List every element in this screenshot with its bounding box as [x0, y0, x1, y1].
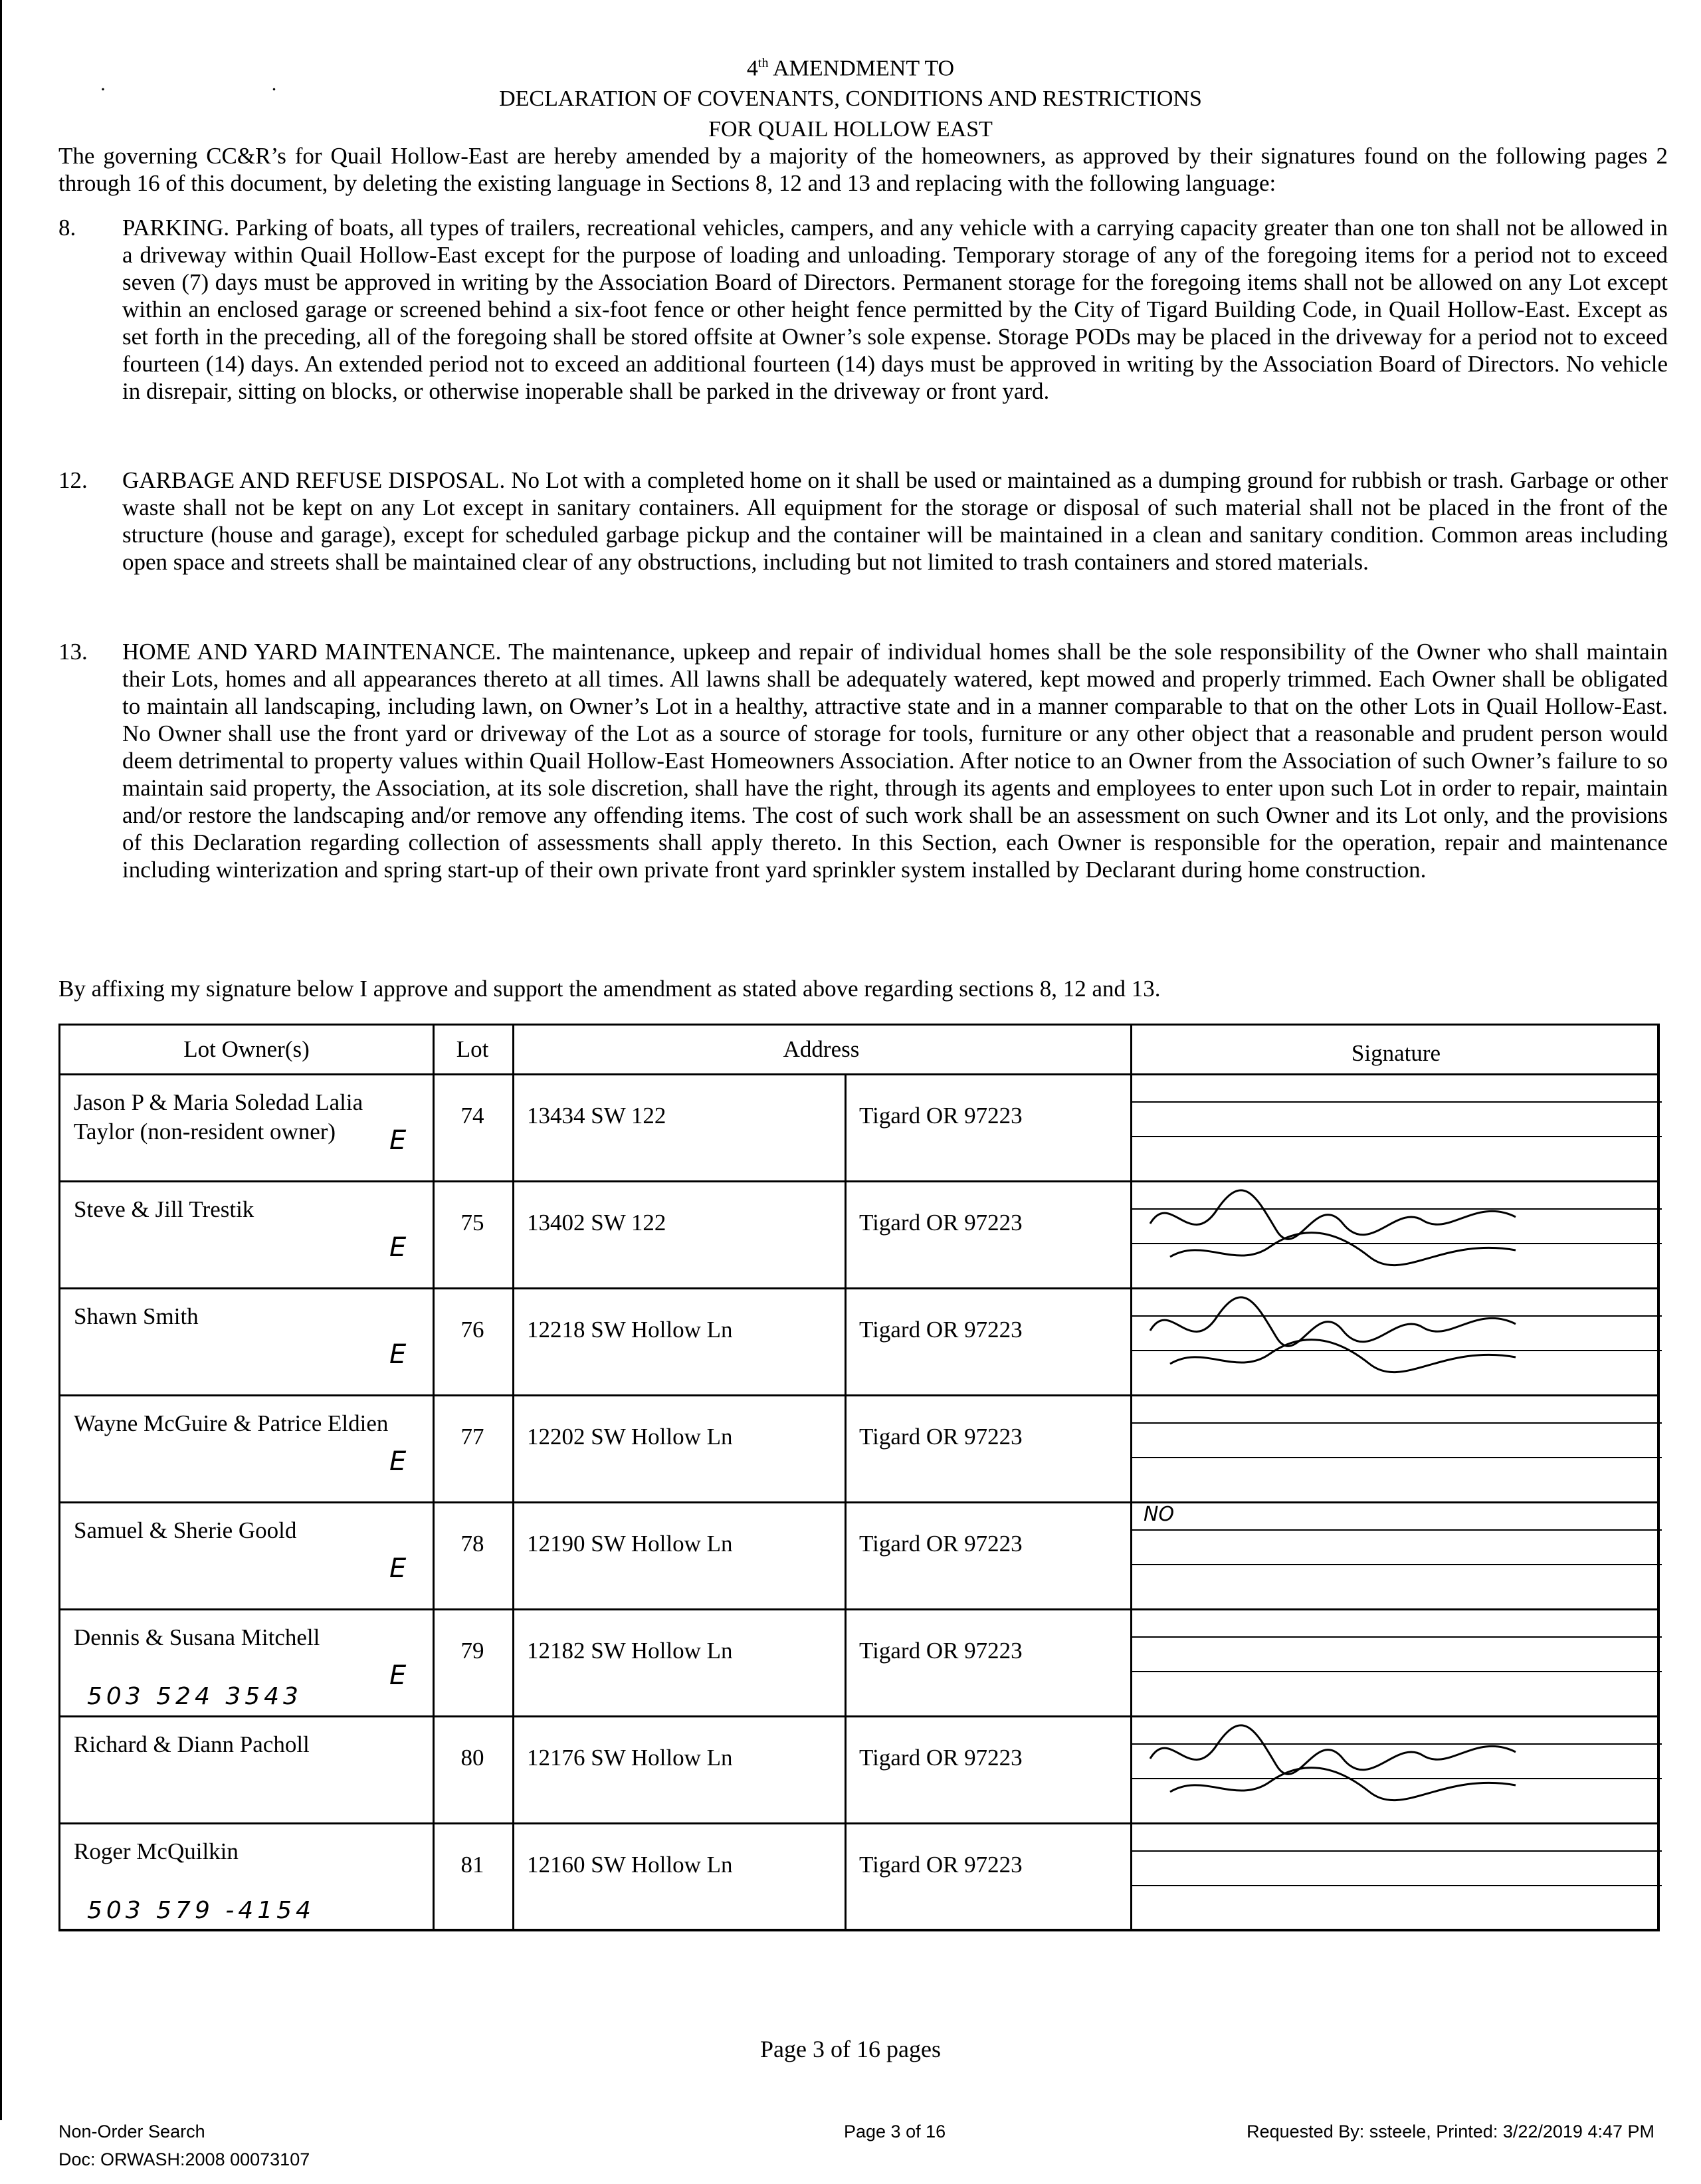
city-state-zip: Tigard OR 97223	[859, 1424, 1023, 1450]
city-state-zip: Tigard OR 97223	[859, 1745, 1023, 1771]
header-lot: Lot	[456, 1036, 489, 1062]
signature-stroke	[1150, 1725, 1516, 1801]
column-divider	[433, 1026, 435, 1929]
street-address: 13434 SW 122	[527, 1103, 666, 1129]
title-line-1: 4th AMENDMENT TO	[746, 56, 955, 81]
column-divider	[512, 1026, 514, 1929]
column-divider	[1130, 1026, 1132, 1929]
city-state-zip: Tigard OR 97223	[859, 1531, 1023, 1557]
lot-number: 78	[460, 1531, 484, 1557]
section-text: GARBAGE AND REFUSE DISPOSAL. No Lot with a completed home on it shall be used or maintained as a dumping ground for rubbish or trash. Garbage or other waste shall not be kept on any Lot except in sanitary containers. All equipment for the storage or disposal of such material shall not be placed in the front of the structure (house and garage), except for scheduled garbage pickup and the container will be maintained in a clean and sanitary condition. Common areas including open space and streets shall be maintained clear of any obstructions, including but not limited to trash containers and stored materials.	[122, 467, 1668, 575]
handwritten-signature	[1144, 1719, 1555, 1818]
row-divider	[60, 1608, 1657, 1610]
signature-line[interactable]	[1130, 1457, 1662, 1458]
signature-line[interactable]	[1130, 1850, 1662, 1852]
lot-number: 74	[460, 1103, 484, 1129]
section-number: 12.	[58, 467, 88, 493]
title-line-2: DECLARATION OF COVENANTS, CONDITIONS AND RESTRICTIONS	[499, 86, 1202, 112]
city-state-zip: Tigard OR 97223	[859, 1210, 1023, 1236]
owner-name: Jason P & Maria Soledad Lalia Taylor (non-resident owner)	[74, 1089, 363, 1145]
footer-left	[58, 2118, 310, 2173]
city-state-zip: Tigard OR 97223	[859, 1103, 1023, 1129]
street-address: 13402 SW 122	[527, 1210, 666, 1236]
affix-statement: By affixing my signature below I approve and support the amendment as stated above regarding sections 8, 12 and 13.	[58, 976, 1161, 1002]
street-address: 12160 SW Hollow Ln	[527, 1852, 733, 1878]
row-divider	[60, 1287, 1657, 1289]
lot-number: 75	[460, 1210, 484, 1236]
footer-search-label: Non-Order Search	[58, 2122, 205, 2141]
city-state-zip: Tigard OR 97223	[859, 1317, 1023, 1343]
handwritten-mark: E	[389, 1553, 407, 1584]
street-address: 12176 SW Hollow Ln	[527, 1745, 733, 1771]
handwritten-signature	[1144, 1184, 1555, 1283]
header-address: Address	[783, 1036, 860, 1062]
scan-edge-line	[0, 0, 2, 2120]
signature-line[interactable]	[1130, 1529, 1662, 1531]
footer-page: Page 3 of 16	[844, 2122, 946, 2141]
section-text: PARKING. Parking of boats, all types of trailers, recreational vehicles, campers, and any vehicle with a carrying capacity greater than one ton shall not be allowed in a driveway within Quail Hollow-East except for the purpose of loading and unloading. Temporary storage of any of the foregoing items for a period not to exceed seven (7) days must be approved in writing by the Association Board of Directors. Permanent storage for the foregoing items shall not be allowed on any Lot except within an enclosed garage or screened behind a six-foot fence or other height fence permitted by the City of Tigard Building Code, in Quail Hollow-East. Except as set forth in the preceding, all of the foregoing shall be stored offsite at Owner’s sole expense. Storage PODs may be placed in the driveway for a period not to exceed fourteen (14) days. An extended period not to exceed an additional fourteen (14) days must be approved in writing by the Association Board of Directors. No vehicle in disrepair, sitting on blocks, or otherwise inoperable shall be parked in the driveway or front yard.	[122, 215, 1668, 404]
section-12	[58, 467, 1668, 576]
footer-doc-id: Doc: ORWASH:2008 00073107	[58, 2149, 310, 2169]
signature-stroke	[1150, 1190, 1516, 1265]
signature-table	[58, 1024, 1660, 1931]
lot-number: 76	[460, 1317, 484, 1343]
owner-name: Roger McQuilkin	[74, 1838, 239, 1864]
intro-paragraph: The governing CC&R’s for Quail Hollow-East are hereby amended by a majority of the homeowners, as approved by their signatures found on the following pages 2 through 16 of this document, by deleting the existing language in Sections 8, 12 and 13 and replacing with the following language:	[58, 143, 1668, 196]
city-state-zip: Tigard OR 97223	[859, 1852, 1023, 1878]
signature-line[interactable]	[1130, 1885, 1662, 1886]
section-number: 8.	[58, 215, 76, 241]
signature-response: NO	[1144, 1503, 1175, 1526]
handwritten-phone: 503 524 3543	[87, 1683, 302, 1710]
row-divider	[60, 1394, 1657, 1396]
row-divider	[60, 1180, 1657, 1182]
section-number: 13.	[58, 639, 88, 665]
owner-name: Samuel & Sherie Goold	[74, 1517, 297, 1543]
street-address: 12182 SW Hollow Ln	[527, 1638, 733, 1664]
section-8	[58, 214, 1668, 405]
handwritten-mark: E	[389, 1125, 407, 1156]
lot-number: 81	[460, 1852, 484, 1878]
lot-number: 80	[460, 1745, 484, 1771]
header-lot-owners: Lot Owner(s)	[183, 1036, 310, 1062]
footer-requested-by: Requested By: ssteele, Printed: 3/22/2019 4:47 PM	[1247, 2122, 1654, 2141]
scan-specks: · ·	[100, 78, 357, 100]
handwritten-mark: E	[389, 1660, 407, 1691]
street-address: 12190 SW Hollow Ln	[527, 1531, 733, 1557]
owner-name: Dennis & Susana Mitchell	[74, 1624, 320, 1650]
signature-line[interactable]	[1130, 1101, 1662, 1103]
city-state-zip: Tigard OR 97223	[859, 1638, 1023, 1664]
handwritten-signature	[1144, 1291, 1555, 1390]
signature-line[interactable]	[1130, 1671, 1662, 1672]
row-divider	[60, 1822, 1657, 1824]
lot-number: 77	[460, 1424, 484, 1450]
handwritten-mark: E	[389, 1232, 407, 1263]
street-address: 12202 SW Hollow Ln	[527, 1424, 733, 1450]
signature-line[interactable]	[1130, 1636, 1662, 1638]
owner-name: Steve & Jill Trestik	[74, 1196, 254, 1222]
header-signature: Signature	[1351, 1040, 1441, 1066]
row-divider	[60, 1501, 1657, 1503]
owner-name: Wayne McGuire & Patrice Eldien	[74, 1410, 389, 1436]
signature-line[interactable]	[1130, 1564, 1662, 1565]
signature-line[interactable]	[1130, 1136, 1662, 1137]
owner-name: Shawn Smith	[74, 1303, 199, 1329]
lot-number: 79	[460, 1638, 484, 1664]
handwritten-mark: E	[389, 1339, 407, 1370]
handwritten-mark: E	[389, 1446, 407, 1477]
street-address: 12218 SW Hollow Ln	[527, 1317, 733, 1343]
section-13	[58, 638, 1668, 883]
row-divider	[60, 1715, 1657, 1717]
title-line-3: FOR QUAIL HOLLOW EAST	[708, 117, 993, 142]
header-divider	[60, 1073, 1657, 1075]
page-number: Page 3 of 16 pages	[760, 2036, 941, 2062]
document-title	[0, 48, 1701, 145]
handwritten-phone: 503 579 -4154	[87, 1897, 315, 1924]
owner-name: Richard & Diann Pacholl	[74, 1731, 310, 1757]
signature-stroke	[1150, 1297, 1516, 1372]
section-text: HOME AND YARD MAINTENANCE. The maintenance, upkeep and repair of individual homes shall be the sole responsibility of the Owner who shall maintain their Lots, homes and all appearances thereto at all times. All lawns shall be adequately watered, kept mowed and properly trimmed. Each Owner shall be obligated to maintain all landscaping, including lawn, on Owner’s Lot in a healthy, attractive state and in a manner comparable to that on the other Lots in Quail Hollow-East. No Owner shall use the front yard or driveway of the Lot as a source of storage for tools, furniture or any other object that a reasonable and prudent person would deem detrimental to property values within Quail Hollow-East Homeowners Association. After notice to an Owner from the Association of such Owner’s failure to so maintain said property, the Association, at its sole discretion, shall have the right, through its agents and employees to enter upon such Lot in order to repair, maintain and/or restore the landscaping and/or remove any offending items. The cost of such work shall be an assessment on such Owner and its Lot only, and the provisions of this Declaration regarding collection of assessments shall apply thereto. In this Section, each Owner is responsible for the operation, repair and maintenance including winterization and spring start-up of their own private front yard sprinkler system installed by Declarant during home construction.	[122, 639, 1668, 883]
signature-line[interactable]	[1130, 1422, 1662, 1424]
